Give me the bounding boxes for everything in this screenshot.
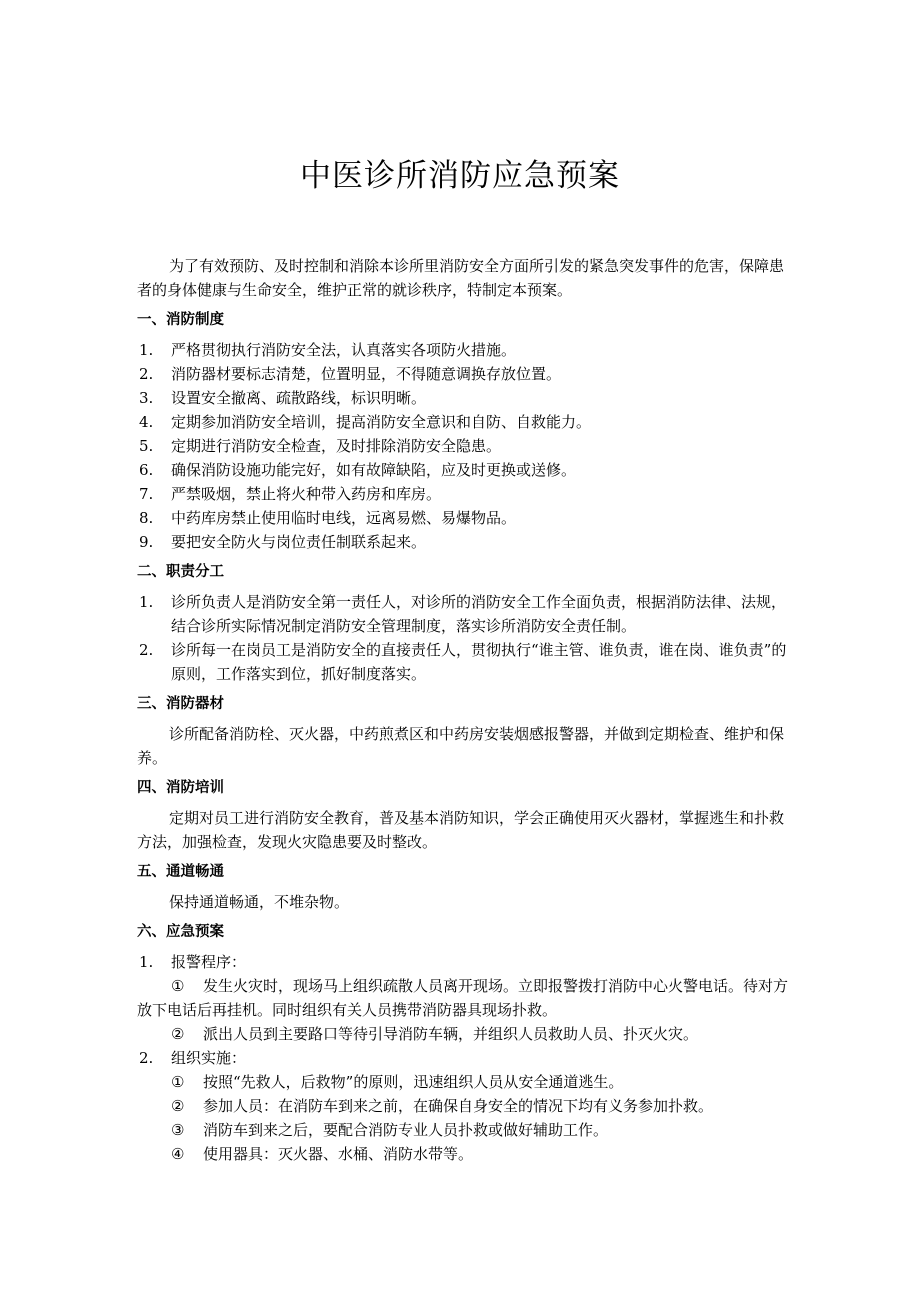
list-item	[137, 434, 797, 458]
list-text: 定期参加消防安全培训，提高消防安全意识和自防、自救能力。	[171, 413, 592, 431]
sub-item-text: 消防车到来之后，要配合消防专业人员扑救或做好辅助工作。	[203, 1121, 609, 1139]
list-number: 7.	[139, 485, 154, 503]
list-item	[137, 386, 797, 410]
list-item	[137, 458, 797, 482]
list-text: 设置安全撤离、疏散路线，标识明晰。	[171, 389, 427, 407]
list-number: 2.	[139, 641, 154, 659]
circled-number: ②	[171, 1097, 185, 1115]
list-number: 8.	[139, 509, 154, 527]
section-heading-equipment: 三、消防器材	[137, 696, 224, 712]
intro-paragraph: 为了有效预防、及时控制和消除本诊所里消防安全方面所引发的紧急突发事件的危害，保障患者的身体健康与生命安全，维护正常的就诊秩序，特制定本预案。	[137, 257, 785, 299]
sub-item-text: 参加人员：在消防车到来之前，在确保自身安全的情况下均有义务参加扑救。	[203, 1097, 714, 1115]
section-heading-fire-rules: 一、消防制度	[137, 312, 224, 328]
passage-paragraph: 保持通道畅通，不堆杂物。	[169, 893, 350, 911]
list-item	[137, 638, 797, 686]
list-number: 2.	[139, 365, 154, 383]
circled-number: ③	[171, 1121, 185, 1139]
section-heading-passage: 五、通道畅通	[137, 864, 224, 880]
list-text: 消防器材要标志清楚，位置明显，不得随意调换存放位置。	[171, 365, 562, 383]
list-item	[137, 530, 797, 554]
section-heading-emergency-plan: 六、应急预案	[137, 924, 224, 940]
list-text: 报警程序：	[171, 953, 247, 971]
list-number: 1.	[139, 953, 154, 971]
list-text: 中药库房禁止使用临时电线，远离易燃、易爆物品。	[171, 509, 517, 527]
document-body	[137, 254, 797, 1166]
list-text: 定期进行消防安全检查，及时排除消防安全隐患。	[171, 437, 502, 455]
sub-item-text: 使用器具：灭火器、水桶、消防水带等。	[203, 1145, 474, 1163]
sub-item	[137, 1142, 797, 1166]
list-text: 诊所每一在岗员工是消防安全的直接责任人，贯彻执行“谁主管、谁负责，谁在岗、谁负责”的原则，工作落实到位，抓好制度落实。	[171, 641, 787, 683]
list-number: 4.	[139, 413, 154, 431]
circled-number: ④	[171, 1145, 185, 1163]
list-item	[137, 506, 797, 530]
sub-item-text: 发生火灾时，现场马上组织疏散人员离开现场。立即报警拨打消防中心火警电话。待对方放下电话后再挂机。同时组织有关人员携带消防器具现场扑救。	[137, 977, 789, 1019]
list-text: 严格贯彻执行消防安全法，认真落实各项防火措施。	[171, 341, 517, 359]
list-text: 诊所负责人是消防安全第一责任人，对诊所的消防安全工作全面负责，根据消防法律、法规，结合诊所实际情况制定消防安全管理制度，落实诊所消防安全责任制。	[171, 593, 787, 635]
list-number: 5.	[139, 437, 154, 455]
sub-item	[137, 1118, 797, 1142]
list-item	[137, 590, 797, 638]
list-item	[137, 482, 797, 506]
circled-number: ①	[171, 977, 185, 995]
list-number: 9.	[139, 533, 154, 551]
list-number: 6.	[139, 461, 154, 479]
equipment-paragraph: 诊所配备消防栓、灭火器，中药煎煮区和中药房安装烟感报警器，并做到定期检查、维护和保养。	[137, 725, 785, 767]
sub-item-text: 按照“先救人，后救物”的原则，迅速组织人员从安全通道逃生。	[203, 1073, 624, 1091]
sub-item	[137, 1070, 797, 1094]
list-item	[137, 362, 797, 386]
sub-item-text: 派出人员到主要路口等待引导消防车辆，并组织人员救助人员、扑灭火灾。	[203, 1025, 699, 1043]
section-heading-responsibilities: 二、职责分工	[137, 564, 224, 580]
list-number: 3.	[139, 389, 154, 407]
document-title: 中医诊所消防应急预案	[300, 158, 620, 194]
list-number: 2.	[139, 1049, 154, 1067]
list-text: 组织实施：	[171, 1049, 247, 1067]
list-number: 1.	[139, 593, 154, 611]
sub-item	[137, 974, 797, 1022]
list-item-alarm-procedure	[137, 950, 797, 974]
list-item-organization	[137, 1046, 797, 1070]
list-number: 1.	[139, 341, 154, 359]
circled-number: ①	[171, 1073, 185, 1091]
list-text: 要把安全防火与岗位责任制联系起来。	[171, 533, 427, 551]
list-text: 确保消防设施功能完好，如有故障缺陷，应及时更换或送修。	[171, 461, 577, 479]
list-item	[137, 410, 797, 434]
list-item	[137, 338, 797, 362]
training-paragraph: 定期对员工进行消防安全教育，普及基本消防知识，学会正确使用灭火器材，掌握逃生和扑救方法，加强检查，发现火灾隐患要及时整改。	[137, 809, 785, 851]
sub-item	[137, 1094, 797, 1118]
circled-number: ②	[171, 1025, 185, 1043]
list-text: 严禁吸烟，禁止将火种带入药房和库房。	[171, 485, 442, 503]
sub-item	[137, 1022, 797, 1046]
fire-rules-list	[137, 338, 797, 554]
responsibilities-list	[137, 590, 797, 686]
section-heading-training: 四、消防培训	[137, 780, 224, 796]
